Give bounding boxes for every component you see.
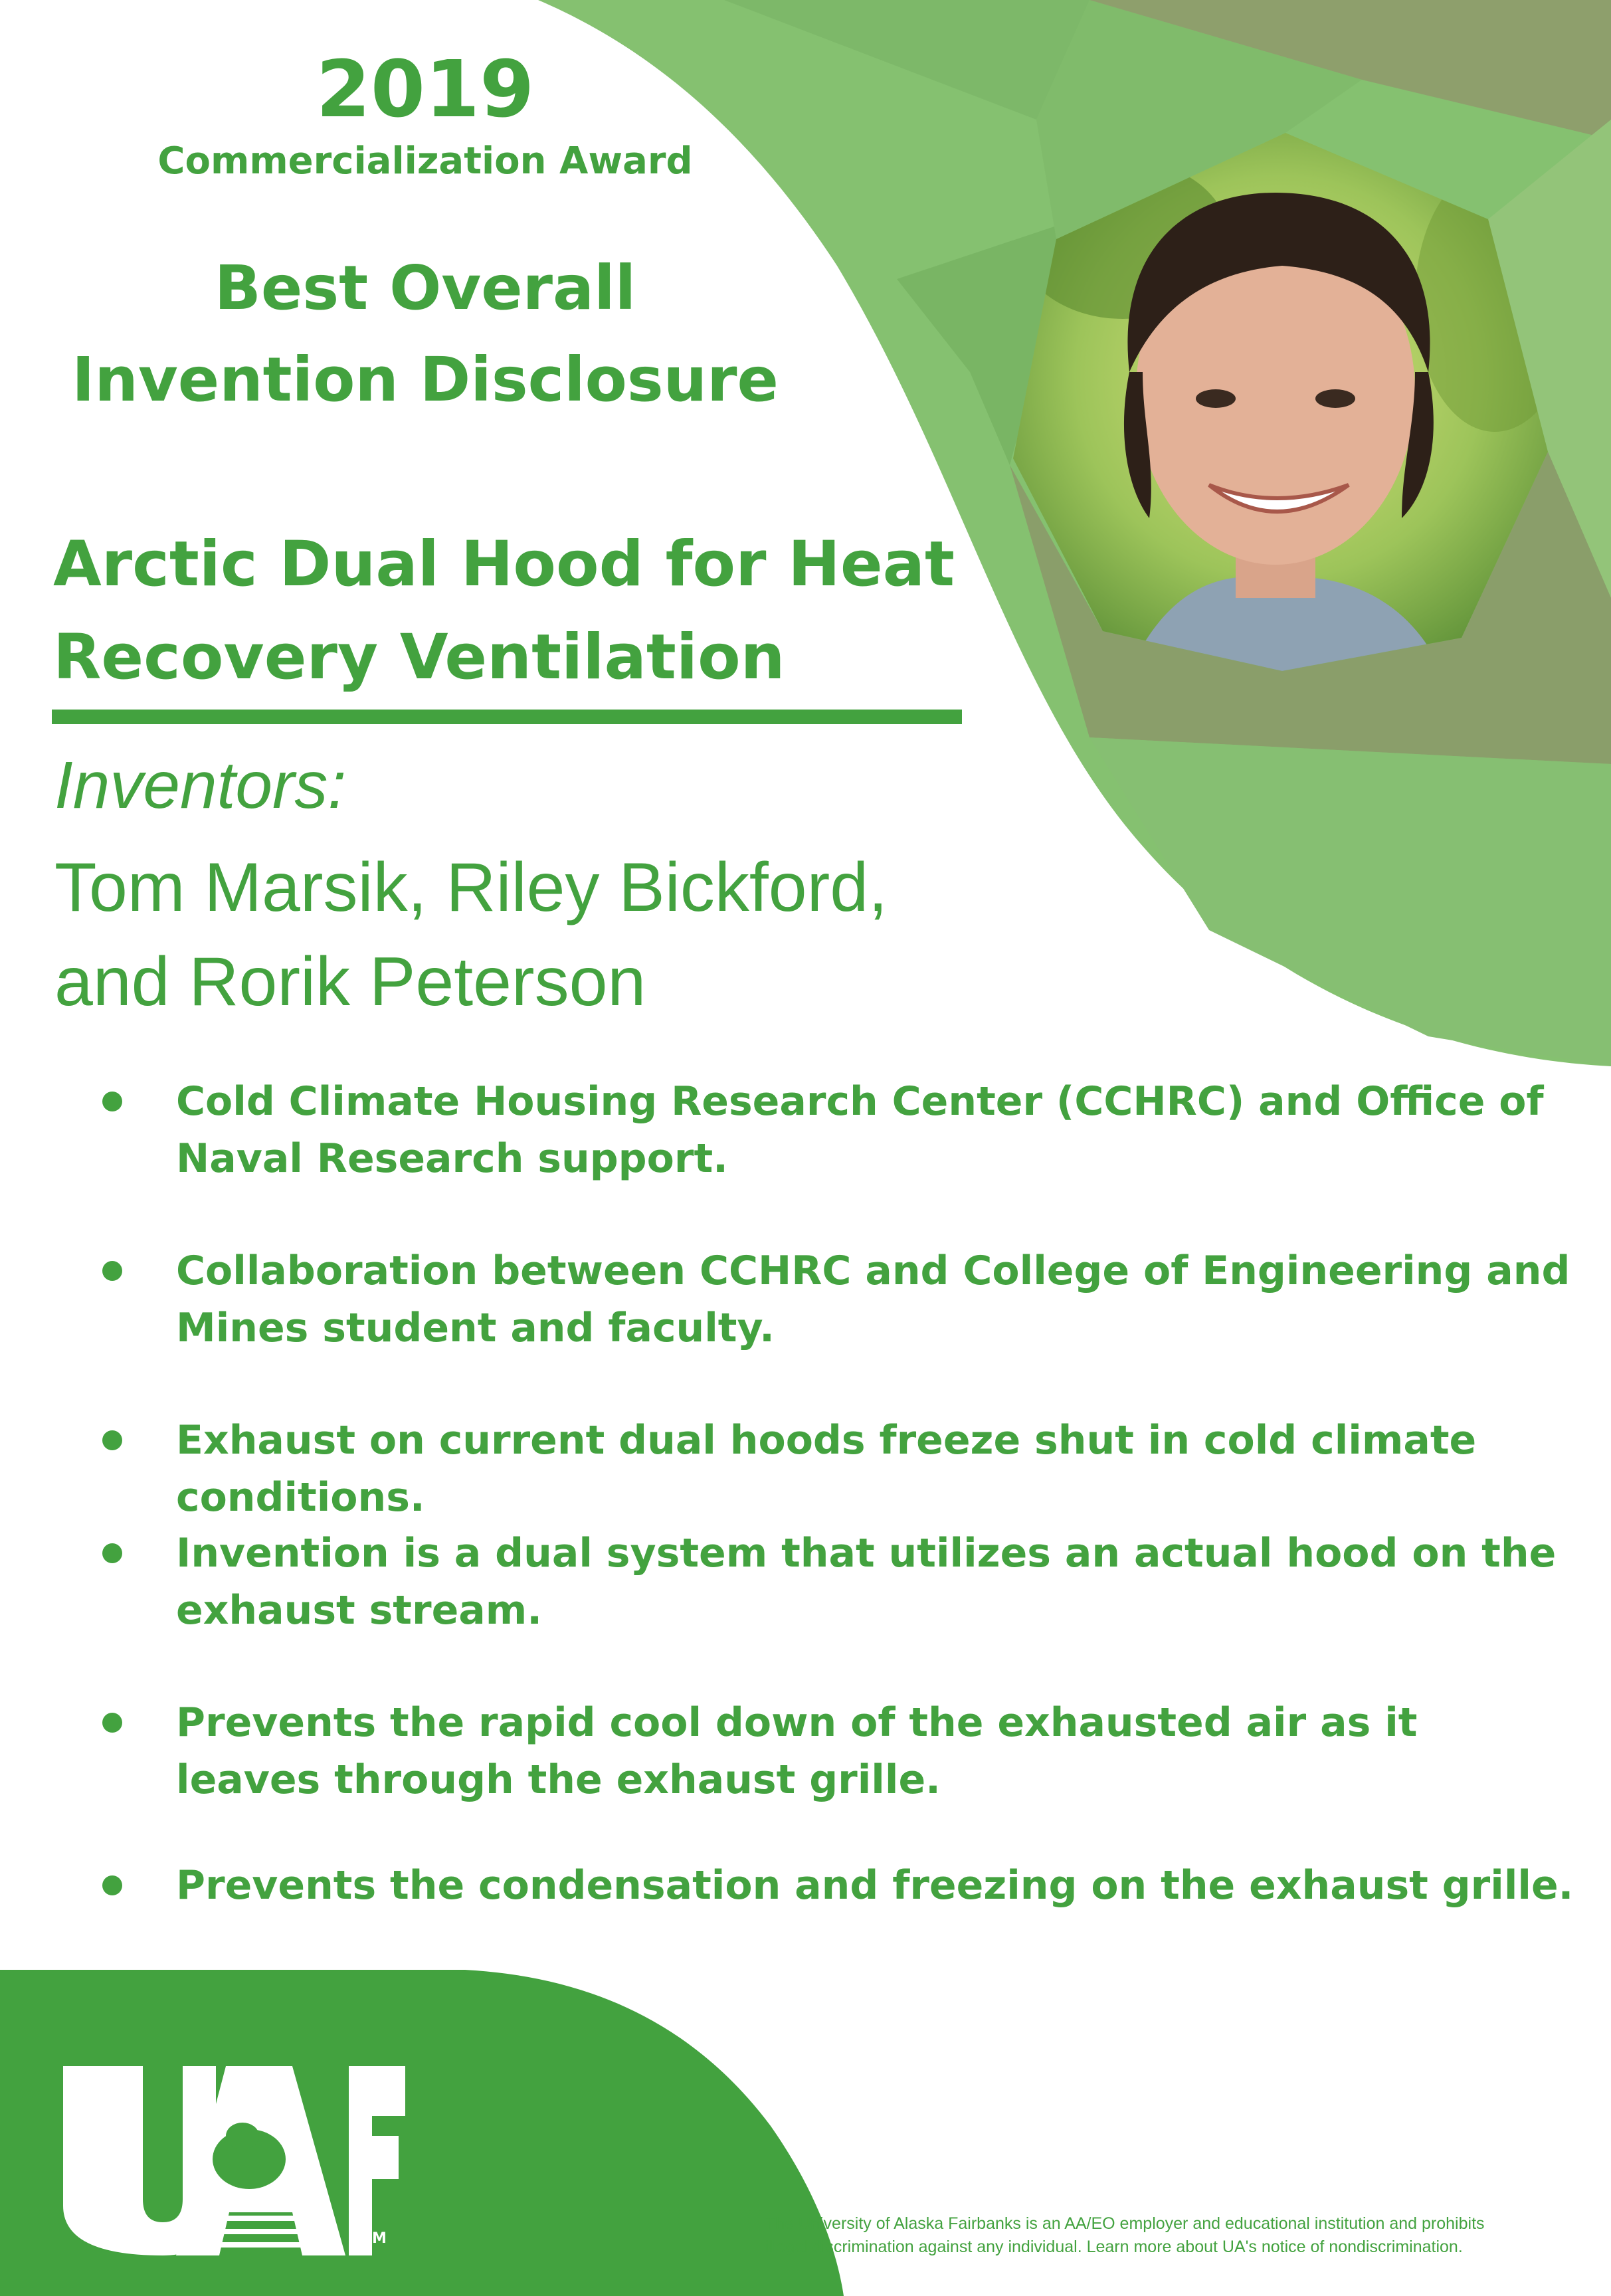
list-item-text: Collaboration between CCHRC and College of Engineering and Mines student and faculty. bbox=[176, 1248, 1570, 1351]
invention-title bbox=[53, 518, 983, 704]
award-category-line2: Invention Disclosure bbox=[72, 344, 779, 415]
highlights-list bbox=[100, 1073, 1574, 1937]
title-divider bbox=[52, 710, 962, 724]
award-name: Commercialization Award bbox=[157, 140, 693, 183]
bullet-icon bbox=[102, 1430, 122, 1450]
invention-title-line2: Recovery Ventilation bbox=[53, 621, 785, 694]
notice-line1: The University of Alaska Fairbanks is an AA/EO employer and educational institution and prohibits bbox=[765, 2214, 1485, 2233]
bullet-icon bbox=[102, 1713, 122, 1733]
trademark-mark: TM bbox=[362, 2230, 387, 2247]
list-item bbox=[100, 1694, 1574, 1857]
award-year: 2019 bbox=[316, 43, 535, 135]
nondiscrimination-notice bbox=[765, 2212, 1602, 2259]
bullet-icon bbox=[102, 1261, 122, 1281]
award-category-line1: Best Overall bbox=[214, 252, 636, 324]
list-item bbox=[100, 1073, 1574, 1242]
list-item bbox=[100, 1525, 1574, 1694]
invention-title-line1: Arctic Dual Hood for Heat bbox=[53, 528, 955, 601]
bullet-icon bbox=[102, 1875, 122, 1895]
inventors-names-line1: Tom Marsik, Riley Bickford, bbox=[54, 849, 888, 926]
list-item bbox=[100, 1412, 1574, 1525]
list-item bbox=[100, 1242, 1574, 1412]
list-item-text: Prevents the rapid cool down of the exhausted air as it leaves through the exhaust grille. bbox=[176, 1699, 1418, 1803]
list-item-text: Cold Climate Housing Research Center (CCHRC) and Office of Naval Research support. bbox=[176, 1078, 1544, 1182]
inventors-names bbox=[54, 840, 985, 1029]
inventors-label: Inventors: bbox=[54, 748, 347, 822]
award-category bbox=[0, 242, 850, 426]
list-item-text: Invention is a dual system that utilizes an actual hood on the exhaust stream. bbox=[176, 1530, 1557, 1634]
list-item-text: Exhaust on current dual hoods freeze shut in cold climate conditions. bbox=[176, 1417, 1477, 1521]
bullet-icon bbox=[102, 1543, 122, 1563]
bullet-icon bbox=[102, 1092, 122, 1111]
inventors-names-line2: and Rorik Peterson bbox=[54, 943, 646, 1020]
list-item-text: Prevents the condensation and freezing on the exhaust grille. bbox=[176, 1862, 1574, 1909]
list-item bbox=[100, 1857, 1574, 1937]
notice-line2: illegal discrimination against any individual. Learn more about UA's notice of nondiscrimination. bbox=[765, 2238, 1463, 2256]
